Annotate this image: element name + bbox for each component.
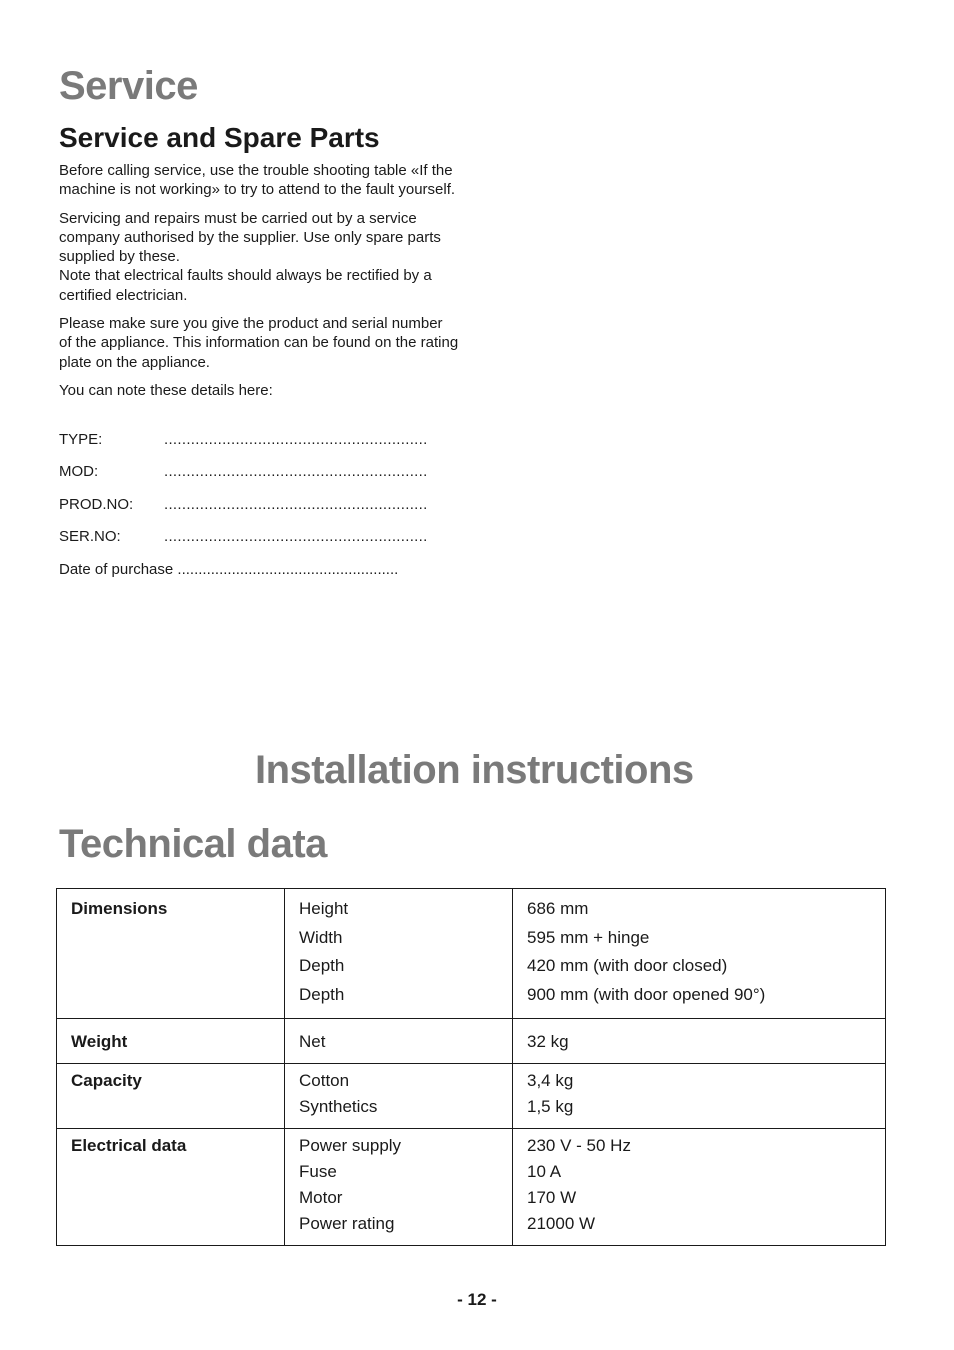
category-label: Electrical data: [71, 1135, 187, 1155]
table-row: [57, 1128, 886, 1245]
page-number: - 12 -: [457, 1290, 497, 1309]
item-label: Cotton: [299, 1070, 350, 1090]
item-label: Power supply: [299, 1135, 402, 1155]
items-cell: [285, 1063, 513, 1128]
category-cell: [57, 1063, 285, 1128]
field-dots: ...........................................................: [164, 496, 428, 513]
item-label: Synthetics: [299, 1096, 378, 1116]
field-label: PROD.NO:: [59, 496, 134, 513]
table-row: [57, 889, 886, 1019]
installation-title: Installation instructions: [255, 748, 694, 792]
values-cell: [513, 889, 886, 1019]
item-value: 32 kg: [527, 1031, 569, 1051]
items-cell: [285, 1128, 513, 1245]
service-paragraph: Please make sure you give the product and serial number of the appliance. This information can be found on the rating plate on the appliance.: [59, 315, 459, 371]
category-label: Capacity: [71, 1070, 142, 1090]
item-label: Depth: [299, 956, 345, 976]
values-cell: [513, 1128, 886, 1245]
item-label: Net: [299, 1031, 326, 1051]
item-label: Fuse: [299, 1161, 337, 1181]
item-value: 170 W: [527, 1187, 577, 1207]
items-cell: [285, 889, 513, 1019]
table-row: [57, 1018, 886, 1063]
item-value: 1,5 kg: [527, 1096, 574, 1116]
category-label: Dimensions: [71, 899, 168, 918]
item-value: 10 A: [527, 1161, 562, 1181]
service-paragraph: Note that electrical faults should always be rectified by a certified electrician.: [59, 267, 432, 304]
field-label: MOD:: [59, 463, 99, 480]
values-cell: [513, 1063, 886, 1128]
item-label: Motor: [299, 1187, 343, 1207]
category-cell: [57, 1128, 285, 1245]
service-title: Service: [59, 64, 198, 108]
item-label: Width: [299, 927, 343, 947]
service-paragraph: Servicing and repairs must be carried out by a service company authorised by the supplier. Use only spare parts supplied by these.: [59, 209, 441, 266]
field-label: TYPE:: [59, 431, 103, 448]
item-value: 21000 W: [527, 1213, 596, 1233]
field-date-of-purchase: [59, 561, 398, 578]
category-cell: [57, 1018, 285, 1063]
field-label: SER.NO:: [59, 528, 121, 545]
item-value: 900 mm (with door opened 90°): [527, 985, 766, 1005]
service-subtitle: Service and Spare Parts: [59, 122, 380, 153]
item-value: 686 mm: [527, 899, 589, 918]
field-dots: ...........................................................: [164, 528, 428, 545]
purchase-dots: .....................................................: [177, 561, 399, 578]
item-label: Power rating: [299, 1213, 395, 1233]
category-label: Weight: [71, 1031, 128, 1051]
item-value: 230 V - 50 Hz: [527, 1135, 631, 1155]
technical-data-table: [56, 888, 886, 1246]
technical-data-title: Technical data: [59, 822, 327, 866]
values-cell: [513, 1018, 886, 1063]
items-cell: [285, 1018, 513, 1063]
item-label: Height: [299, 899, 349, 918]
category-cell: [57, 889, 285, 1019]
table-row: [57, 1063, 886, 1128]
service-paragraph: You can note these details here:: [59, 381, 273, 399]
field-dots: ...........................................................: [164, 463, 428, 480]
service-text: [59, 161, 459, 409]
field-dots: ...........................................................: [164, 431, 428, 448]
purchase-label: Date of purchase: [59, 561, 174, 578]
item-value: 3,4 kg: [527, 1070, 574, 1090]
item-value: 420 mm (with door closed): [527, 956, 728, 976]
item-value: 595 mm + hinge: [527, 927, 650, 947]
service-paragraph: Before calling service, use the trouble shooting table «If the machine is not working» to try to attend to the fault yourself.: [59, 162, 456, 199]
item-label: Depth: [299, 985, 345, 1005]
